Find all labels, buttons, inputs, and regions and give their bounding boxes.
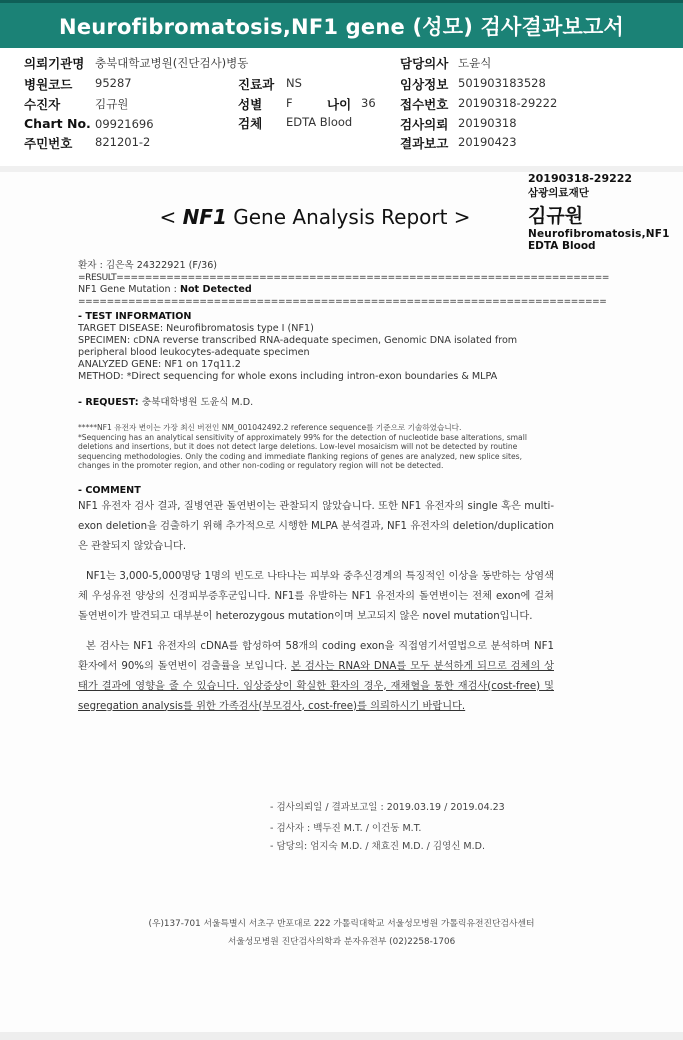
sex-value: F	[286, 96, 293, 110]
clinical-value: 501903183528	[458, 76, 546, 90]
reference-note: *****NF1 유전자 변이는 가장 최신 버전인 NM_001042492.2 reference sequence를 기준으로 기술하였습니다.	[78, 423, 462, 432]
comment-paragraph-3: 본 검사는 NF1 유전자의 cDNA를 합성하여 58개의 coding exon을 직접염기서열법으로 분석하며 NF1 환자에서 90%의 돌연변이 검출률을 보입니다. 본 검사는 RNA와 DNA를 모두 분석하게 되므로 검체의 상태가 결과에 영향을 줄 수 있습니다. 임상증상이 확실한 환자의 경우, 재채혈을 통한 재검사(cost-free) 및 segregation analysis를 위한 가족검사(부모검사, cost-free)를 의뢰하시기 바랍니다.	[78, 640, 554, 712]
result-separator: =RESULT=====================================================================	[78, 273, 609, 283]
sensitivity-note: *Sequencing has an analytical sensitivity of approximately 99% for the detection of nucleotide base alterations, small deletions and insertions, but it does not detect large deletions. Low-level mosaicism will not be detected by routine sequencing methodologies. Only the coding and immediate flanking regions of genes are analyzed, new splice sites, changes in the promoter region, and other non-coding or regulatory region will not be detected.	[78, 432, 527, 470]
patient-line: 환자 : 김은옥 24322921 (F/36)	[78, 260, 218, 271]
report-value: 20190423	[458, 135, 517, 149]
method: METHOD: *Direct sequencing for whole exons including intron-exon boundaries & MLPA	[78, 371, 498, 382]
stamp-receipt-no: 20190318-29222	[528, 172, 633, 185]
doctor-line: - 담당의: 엄지숙 M.D. / 채효진 M.D. / 김영신 M.D.	[270, 841, 485, 852]
chart-value: 09921696	[95, 117, 154, 131]
report-header-bar	[0, 0, 683, 48]
hospital-label: 의뢰기관명	[24, 56, 85, 71]
receipt-value: 20190318-29222	[458, 96, 558, 110]
recipient-label: 수진자	[24, 97, 61, 112]
comment-heading: - COMMENT	[78, 484, 141, 496]
stamp-org: 삼광의료재단	[528, 187, 589, 199]
resident-label: 주민번호	[24, 136, 73, 151]
patient-info-panel	[0, 48, 683, 167]
specimen-description: SPECIMEN: cDNA reverse transcribed RNA-adequate specimen, Genomic DNA isolated from peripheral blood leukocytes-adequate specimen	[78, 335, 518, 358]
comment-text	[78, 497, 554, 717]
stamp-specimen: EDTA Blood	[528, 240, 596, 252]
code-label: 병원코드	[24, 77, 73, 92]
resident-value: 821201-2	[95, 135, 151, 149]
doctor-label: 담당의사	[400, 56, 449, 71]
stamp-test: Neurofibromatosis,NF1	[528, 228, 670, 240]
specimen-value: EDTA Blood	[286, 115, 353, 129]
address-line-2: 서울성모병원 진단검사의학과 분자유전부 (02)2258-1706	[227, 937, 456, 947]
request-label: 검사의뢰	[400, 117, 449, 132]
target-disease: TARGET DISEASE: Neurofibromatosis type I (NF1)	[78, 323, 314, 334]
dates-line: - 검사의뢰일 / 결과보고일 : 2019.03.19 / 2019.04.23	[270, 802, 505, 813]
request-line: - REQUEST: 충북대학병원 도윤식 M.D.	[78, 397, 254, 408]
request-value: 20190318	[458, 116, 517, 130]
receipt-label: 접수번호	[400, 97, 449, 112]
comment-paragraph-2: NF1는 3,000-5,000명당 1명의 빈도로 나타나는 피부와 중추신경계의 특징적인 이상을 동반하는 상염색체 우성유전 양상의 신경피부증후군입니다. NF1를 유발하는 NF1 유전자의 돌연변이는 전체 exon에 걸쳐 돌연변이가 발견되고 대부분이 heterozygous mutation이며 보고되지 않은 novel mutation입니다.	[78, 570, 554, 622]
code-value: 95287	[95, 76, 132, 90]
specimen-label: 검체	[238, 116, 263, 131]
report-header-title: Neurofibromatosis,NF1 gene (성모) 검사결과보고서	[59, 14, 624, 39]
comment-paragraph-1: NF1 유전자 검사 결과, 질병연관 돌연변이는 관찰되지 않았습니다. 또한 NF1 유전자의 single 혹은 multi-exon deletion을 검출하기 위해 추가적으로 시행한 MLPA 분석결과, NF1 유전자의 deletion/duplication은 관찰되지 않았습니다.	[78, 500, 554, 552]
report-title: < NF1 Gene Analysis Report >	[159, 205, 471, 229]
recipient-value: 김규원	[95, 97, 129, 111]
mutation-line: NF1 Gene Mutation : Not Detected	[78, 284, 252, 295]
doctor-value: 도윤식	[458, 56, 492, 70]
chart-label: Chart No.	[24, 116, 91, 131]
clinical-label: 임상정보	[400, 77, 449, 92]
analyzed-gene: ANALYZED GENE: NF1 on 17q11.2	[78, 359, 241, 370]
scanned-report	[0, 172, 683, 1032]
age-value: 36	[361, 96, 376, 110]
report-label: 결과보고	[400, 136, 449, 151]
tester-line: - 검사자 : 백두진 M.T. / 이건동 M.T.	[270, 823, 422, 834]
sex-label: 성별	[238, 97, 263, 112]
bottom-margin	[0, 1032, 683, 1040]
result-separator-end: ==========================================================================	[78, 297, 607, 307]
dept-label: 진료과	[238, 77, 275, 92]
address-line-1: (우)137-701 서울특별시 서초구 반포대로 222 가톨릭대학교 서울성모병원 가톨릭유전진단검사센터	[148, 919, 535, 929]
report-body	[78, 260, 609, 727]
test-info-heading: - TEST INFORMATION	[78, 311, 192, 322]
age-label: 나이	[327, 97, 352, 112]
stamp-patient: 김규원	[528, 205, 584, 227]
hospital-value: 충북대학교병원(진단검사)병동	[95, 56, 249, 70]
dept-value: NS	[286, 76, 302, 90]
